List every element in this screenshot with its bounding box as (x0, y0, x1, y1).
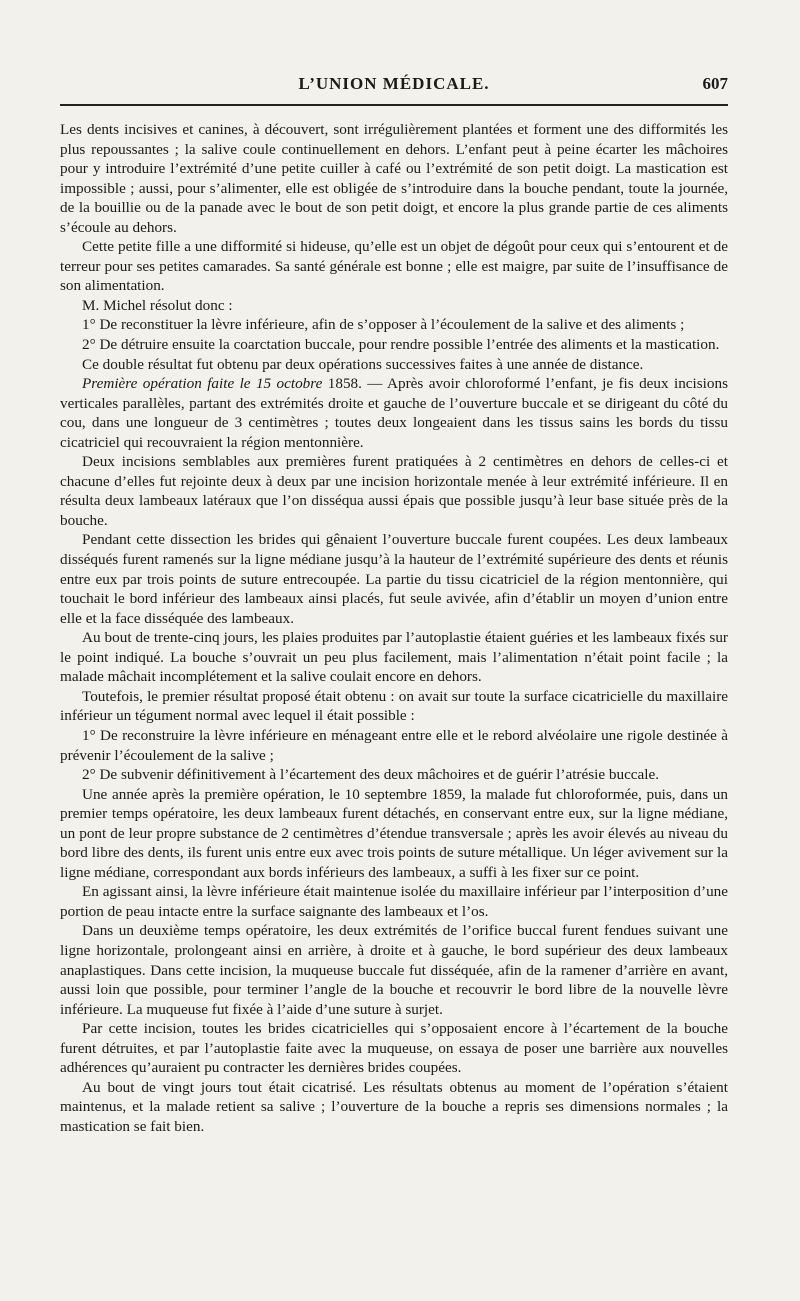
paragraph-18: Au bout de vingt jours tout était cicatrisé. Les résultats obtenus au moment de l’opération s’étaient maintenus, et la malade retient sa salive ; l’ouverture de la bouche a repris ses dimensions normales ; la mastication se fait bien. (60, 1078, 728, 1135)
paragraph-5: 2° De détruire ensuite la coarctation buccale, pour rendre possible l’entrée des aliments et la mastication. (82, 336, 720, 354)
page-header (60, 74, 728, 106)
first-operation-text: — Après avoir chloroformé l’enfant, je fis deux incisions verticales parallèles, partant des extrémités droite et gauche de l’ouverture buccale et se dirigeant du côté du cou, dans une longueur de 3 centimètres ; toutes deux longeaient dans les tissus sains les bords du tissu cicatriciel qui recouvraient la région mentonnière. (60, 375, 728, 451)
paragraph-11: Toutefois, le premier résultat proposé était obtenu : on avait sur toute la surface cicatricielle du maxillaire inférieur un tégument normal avec lequel il était possible : (60, 687, 728, 725)
paragraph-17: Par cette incision, toutes les brides cicatricielles qui s’opposaient encore à l’écartement de la bouche furent détruites, et par l’autoplastie faite avec la muqueuse, on essaya de poser une barrière aux nouvelles adhérences qu’auraient pu contracter les dernières brides coupées. (60, 1020, 728, 1077)
paragraph-2: Cette petite fille a une difformité si hideuse, qu’elle est un objet de dégoût pour ceux qui s’entourent et de terreur pour ses petites camarades. Sa santé générale est bonne ; elle est maigre, par suite de l’insuffisance de son alimentation. (60, 238, 728, 295)
paragraph-6: Ce double résultat fut obtenu par deux opérations successives faites à une année de distance. (82, 355, 644, 373)
paragraph-9: Pendant cette dissection les brides qui gênaient l’ouverture buccale furent coupées. Les deux lambeaux disséqués furent ramenés sur la ligne médiane jusqu’à la hauteur de l’extrémité supérieure des dents et réunis entre eux par trois points de suture entrecoupée. La partie du tissu cicatriciel de la région mentonnière, qui touchait le bord inférieur des lambeaux ainsi placés, fut seule avivée, afin d’établir un moyen d’union entre elle et la face disséquée des lambeaux. (60, 531, 728, 627)
paragraph-1: Les dents incisives et canines, à découvert, sont irrégulièrement plantées et forment une des difformités les plus repoussantes ; la salive coule continuellement en dehors. L’enfant peut à peine écarter les mâchoires pour y introduire l’extrémité d’une petite cuiller à café ou l’extrémité de son petit doigt. La mastication est impossible ; aussi, pour s’alimenter, elle est obligée de s’introduire dans la bouche pendant, toute la journée, de la bouillie ou de la panade avec le bout de son petit doigt, et encore la plus grande partie de ces aliments s’écoule au dehors. (60, 121, 728, 236)
first-operation-label: Première opération faite le (82, 375, 251, 393)
paragraph-12: 1° De reconstruire la lèvre inférieure en ménageant entre elle et le rebord alvéolaire une rigole destinée à prévenir l’écoulement de la salive ; (60, 726, 728, 764)
paragraph-10: Au bout de trente-cinq jours, les plaies produites par l’autoplastie étaient guéries et les lambeaux fixés sur le point indiqué. La bouche s’ouvrait un peu plus facilement, mais l’alimentation n’était point facile ; la malade mâchait incomplétement et la salive coulait encore en dehors. (60, 629, 728, 686)
first-operation-year: 1858. (327, 375, 362, 393)
running-head: L’UNION MÉDICALE. (298, 74, 490, 93)
paragraph-14: Une année après la première opération, le 10 septembre 1859, la malade fut chloroformée, puis, dans un premier temps opératoire, les deux lambeaux furent détachés, en conservant entre eux, sur la ligne médiane, un pont de leur propre substance de 2 centimètres d’étendue transversale ; après les avoir élevés au niveau du bord libre des dents, ils furent unis entre eux avec trois points de suture métallique. Un léger avivement sur la ligne médiane, correspondant aux bords inférieurs des lambeaux, a suffi à les fixer sur ce point. (60, 785, 728, 881)
paragraph-4: 1° De reconstituer la lèvre inférieure, afin de s’opposer à l’écoulement de la salive et des aliments ; (82, 316, 685, 334)
paragraph-16: Dans un deuxième temps opératoire, les deux extrémités de l’orifice buccal furent fendues suivant une ligne horizontale, prolongeant ainsi en arrière, à droite et à gauche, le bord supérieur des deux lambeaux anaplastiques. Dans cette incision, la muqueuse buccale fut disséquée, afin de la ramener d’arrière en avant, aussi loin que possible, pour terminer l’angle de la bouche et recouvrir le bord libre de la nouvelle lèvre inférieure. La muqueuse fut fixée à l’aide d’une suture à surjet. (60, 922, 728, 1018)
first-operation-paragraph (60, 374, 728, 452)
paragraph-15: En agissant ainsi, la lèvre inférieure était maintenue isolée du maxillaire inférieur par l’interposition d’une portion de peau intacte entre la surface saignante des lambeaux et l’os. (60, 883, 728, 920)
page-number: 607 (702, 74, 728, 93)
first-operation-date: 15 octobre (255, 375, 323, 393)
paragraph-8: Deux incisions semblables aux premières furent pratiquées à 2 centimètres en dehors de celles-ci et chacune d’elles fut rejointe deux à deux par une incision horizontale menée à leur extrémité inférieure. Il en résulta deux lambeaux latéraux que l’on disséqua aussi épais que possible jusqu’à leur base située près de la bouche. (60, 453, 728, 529)
paragraph-13: 2° De subvenir définitivement à l’écartement des deux mâchoires et de guérir l’atrésie buccale. (82, 766, 660, 784)
article-body (60, 120, 728, 1136)
paragraph-3: M. Michel résolut donc : (82, 296, 233, 314)
